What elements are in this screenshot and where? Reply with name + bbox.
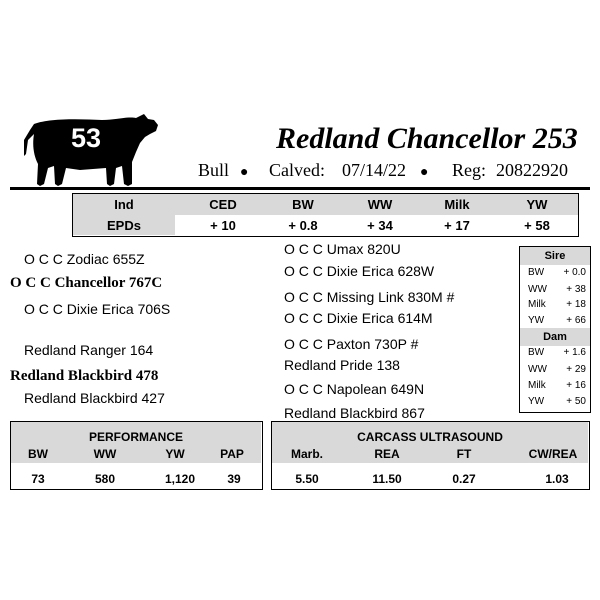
bullet-icon: ● bbox=[240, 163, 249, 179]
dam-bw-value: + 1.6 bbox=[563, 347, 586, 358]
pedigree-sire: O C C Chancellor 767C bbox=[10, 275, 163, 291]
performance-header-ww: WW bbox=[93, 447, 117, 461]
sire-ww-value: + 38 bbox=[566, 284, 586, 295]
epd-value-yw: + 58 bbox=[524, 218, 550, 233]
pedigree-dam-dam: Redland Blackbird 427 bbox=[24, 390, 165, 406]
carcass-value-ft: 0.27 bbox=[452, 472, 476, 486]
reg-label: Reg: bbox=[452, 160, 486, 180]
carcass-header-marb: Marb. bbox=[290, 447, 323, 461]
sire-milk-value: + 18 bbox=[566, 299, 586, 310]
dam-yw-value: + 50 bbox=[566, 396, 586, 407]
carcass-title: CARCASS ULTRASOUND bbox=[357, 430, 503, 444]
epd-header-milk: Milk bbox=[444, 197, 470, 212]
sire-ww-label: WW bbox=[528, 284, 547, 295]
pedigree-dam-sire: Redland Ranger 164 bbox=[24, 342, 154, 358]
calved-label: Calved: bbox=[269, 160, 325, 180]
dam-milk-value: + 16 bbox=[566, 380, 586, 391]
epd-header-ww: WW bbox=[367, 197, 393, 212]
sire-milk-label: Milk bbox=[528, 299, 546, 310]
performance-header-yw: YW bbox=[165, 447, 185, 461]
pedigree-sire-dam: O C C Dixie Erica 706S bbox=[24, 301, 171, 317]
dam-box-title: Dam bbox=[520, 328, 590, 346]
performance-header-bw: BW bbox=[28, 447, 48, 461]
epd-ind-label: Ind bbox=[114, 197, 134, 212]
epd-value-ww: + 34 bbox=[367, 218, 393, 233]
sex-label: Bull bbox=[198, 160, 230, 180]
pedigree-dam-sire-sire: O C C Paxton 730P # bbox=[284, 336, 419, 352]
carcass-header-rea: REA bbox=[374, 447, 400, 461]
epd-epds-label: EPDs bbox=[107, 218, 141, 233]
bullet-icon: ● bbox=[420, 163, 429, 179]
carcass-value-marb: 5.50 bbox=[295, 472, 319, 486]
pedigree-dam: Redland Blackbird 478 bbox=[10, 368, 159, 384]
performance-value-pap: 39 bbox=[227, 472, 241, 486]
carcass-value-cwrea: 1.03 bbox=[545, 472, 569, 486]
pedigree-sire-dam-sire: O C C Missing Link 830M # bbox=[284, 289, 455, 305]
carcass-value-rea: 11.50 bbox=[372, 472, 402, 486]
pedigree-dam-dam-sire: O C C Napolean 649N bbox=[284, 381, 425, 397]
dam-milk-label: Milk bbox=[528, 380, 546, 391]
dam-bw-label: BW bbox=[528, 347, 545, 358]
sire-yw-label: YW bbox=[528, 315, 545, 326]
epd-value-milk: + 17 bbox=[444, 218, 470, 233]
epd-header-ced: CED bbox=[209, 197, 237, 212]
sire-bw-label: BW bbox=[528, 267, 545, 278]
pedigree-dam-sire-dam: Redland Pride 138 bbox=[284, 357, 400, 373]
sire-yw-value: + 66 bbox=[566, 315, 586, 326]
sire-bw-value: + 0.0 bbox=[563, 267, 586, 278]
dam-ww-label: WW bbox=[528, 364, 547, 375]
carcass-header-cwrea: CW/REA bbox=[528, 447, 578, 461]
pedigree-sire-sire: O C C Zodiac 655Z bbox=[24, 251, 145, 267]
epd-value-ced: + 10 bbox=[210, 218, 236, 233]
lot-number: 53 bbox=[70, 123, 102, 153]
performance-value-yw: 1,120 bbox=[164, 472, 196, 486]
performance-value-bw: 73 bbox=[31, 472, 45, 486]
performance-title: PERFORMANCE bbox=[88, 430, 183, 444]
animal-name: Redland Chancellor 253 bbox=[276, 122, 578, 155]
pedigree-sire-dam-dam: O C C Dixie Erica 614M bbox=[284, 310, 433, 326]
performance-header-pap: PAP bbox=[220, 447, 244, 461]
epd-header-yw: YW bbox=[526, 197, 548, 212]
epd-value-bw: + 0.8 bbox=[288, 218, 318, 233]
pedigree-sire-sire-dam: O C C Dixie Erica 628W bbox=[284, 263, 435, 279]
pedigree-sire-sire-sire: O C C Umax 820U bbox=[284, 241, 401, 257]
reg-number: 20822920 bbox=[496, 160, 568, 180]
epd-header-bw: BW bbox=[292, 197, 314, 212]
dam-ww-value: + 29 bbox=[566, 364, 586, 375]
pedigree-dam-dam-dam: Redland Blackbird 867 bbox=[284, 405, 425, 421]
header-rule bbox=[10, 187, 590, 190]
performance-value-ww: 580 bbox=[94, 472, 116, 486]
dam-yw-label: YW bbox=[528, 396, 545, 407]
calved-date: 07/14/22 bbox=[342, 160, 407, 180]
carcass-header-ft: FT bbox=[456, 447, 472, 461]
sire-box-title: Sire bbox=[520, 247, 590, 265]
